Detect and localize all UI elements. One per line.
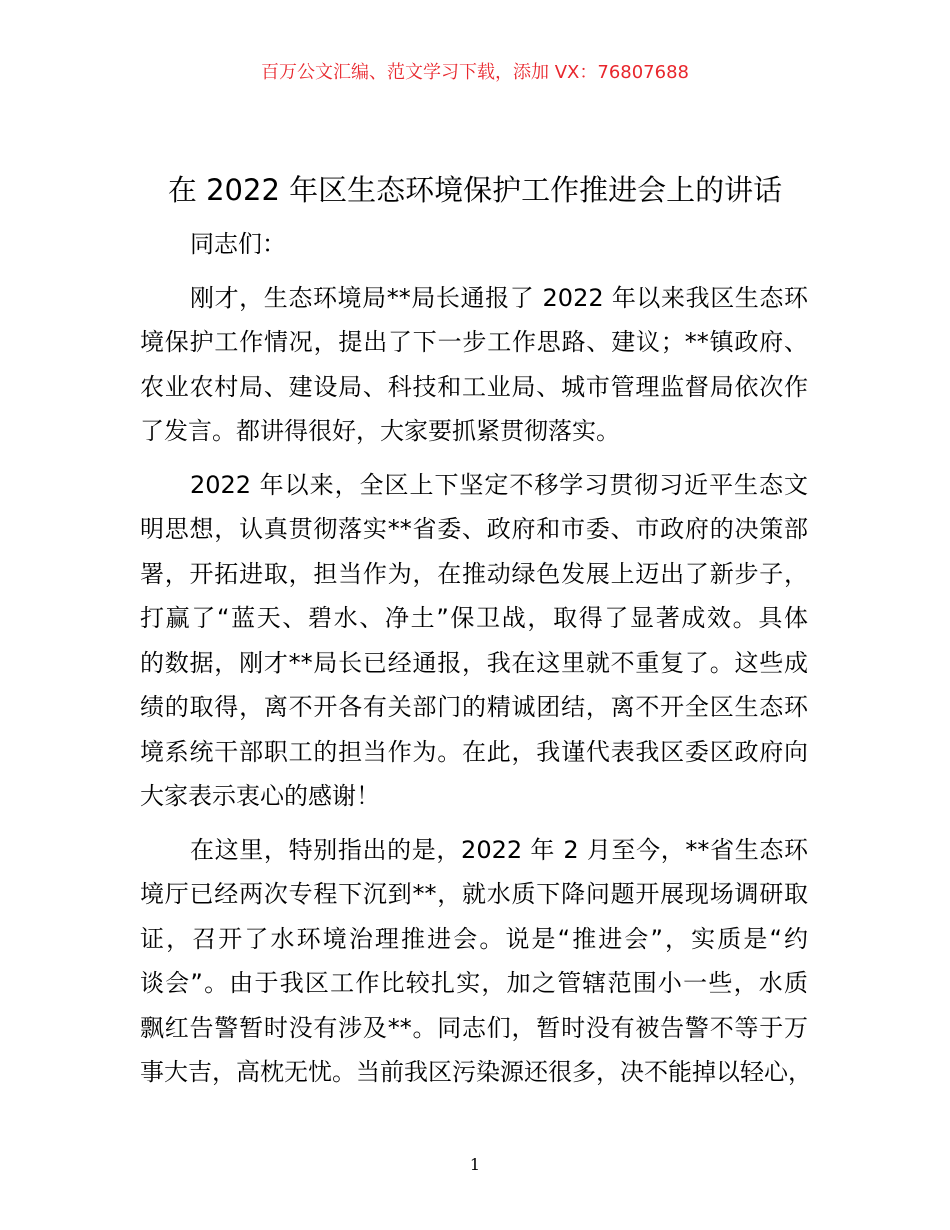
- document-title: 在 2022 年区生态环境保护工作推进会上的讲话: [167, 173, 783, 207]
- watermark-banner: 百万公文汇编、范文学习下载，添加 VX：76807688: [261, 62, 689, 83]
- text-line: 署，开拓进取，担当作为，在推动绿色发展上迈出了新步子，: [140, 559, 808, 588]
- text-line: 境保护工作情况，提出了下一步工作思路、建议；**镇政府、: [140, 328, 808, 356]
- page-number: 1: [469, 1155, 481, 1174]
- text-line: 谈会”。由于我区工作比较扎实，加之管辖范围小一些，水质: [140, 969, 808, 997]
- paragraph: [140, 463, 808, 819]
- text-line: 境系统干部职工的担当作为。在此，我谨代表我区委区政府向: [140, 737, 808, 766]
- text-line: 同志们：: [190, 230, 286, 258]
- text-line: 绩的取得，离不开各有关部门的精诚团结，离不开全区生态环: [140, 693, 808, 721]
- paragraph: [140, 276, 808, 454]
- paragraph: [140, 828, 812, 1095]
- text-line: 刚才，生态环境局**局长通报了 2022 年以来我区生态环: [190, 283, 808, 312]
- document-body: [140, 222, 812, 1104]
- text-line: 明思想，认真贯彻落实**省委、政府和市委、市政府的决策部: [140, 515, 808, 543]
- text-line: 2022 年以来，全区上下坚定不移学习贯彻习近平生态文: [190, 470, 808, 499]
- text-line: 境厅已经两次专程下沉到**，就水质下降问题开展现场调研取: [140, 880, 808, 908]
- text-line: 的数据，刚才**局长已经通报，我在这里就不重复了。这些成: [140, 648, 808, 677]
- text-line: 事大吉，高枕无忧。当前我区污染源还很多，决不能掉以轻心，: [140, 1058, 812, 1086]
- paragraph: [140, 222, 808, 267]
- text-line: 打赢了“蓝天、碧水、净土”保卫战，取得了显著成效。具体: [140, 604, 808, 632]
- text-line: 了发言。都讲得很好，大家要抓紧贯彻落实。: [140, 417, 620, 445]
- text-line: 飘红告警暂时没有涉及**。同志们，暂时没有被告警不等于万: [140, 1013, 808, 1042]
- text-line: 证，召开了水环境治理推进会。说是“推进会”，实质是“约: [140, 924, 808, 953]
- text-line: 在这里，特别指出的是，2022 年 2 月至今，**省生态环: [190, 835, 808, 864]
- text-line: 农业农村局、建设局、科技和工业局、城市管理监督局依次作: [140, 372, 808, 401]
- text-line: 大家表示衷心的感谢！: [140, 782, 380, 810]
